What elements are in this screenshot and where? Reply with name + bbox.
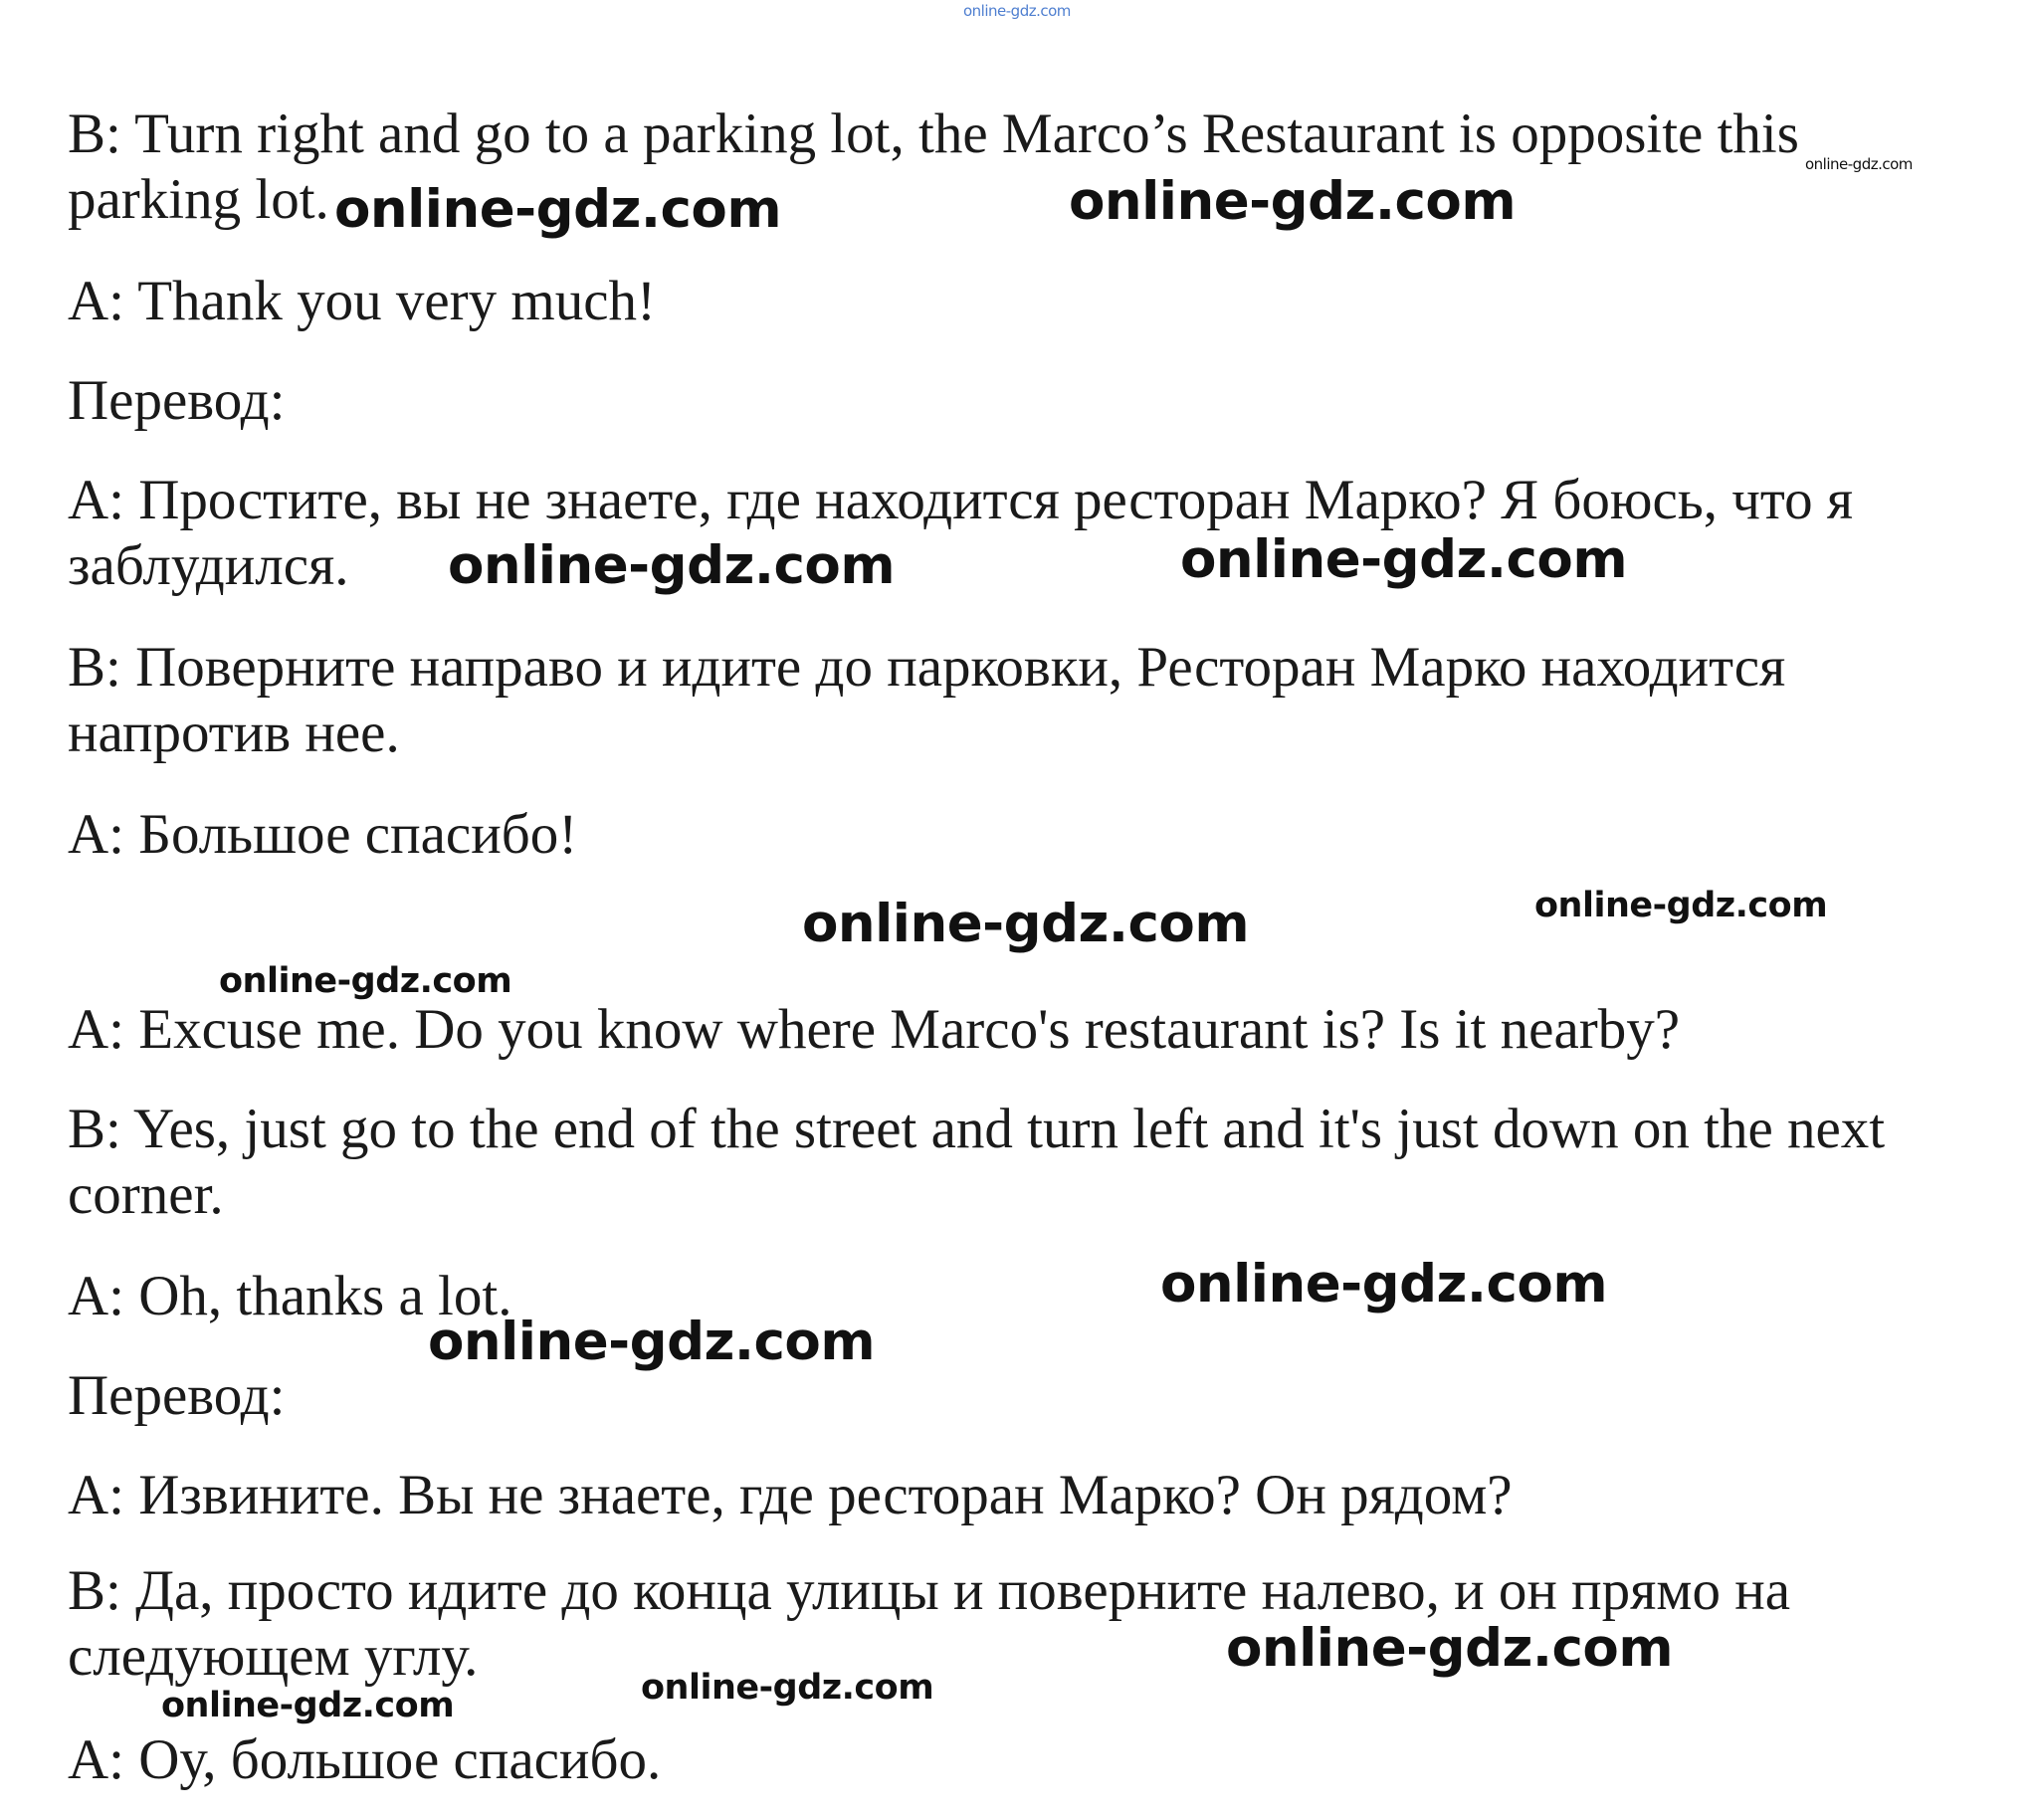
watermark-top: online-gdz.com <box>963 2 1071 20</box>
dialogue2-b-line: B: Yes, just go to the end of the street and turn left and it's just down on the next corner. <box>68 1098 1886 1226</box>
watermark: online-gdz.com <box>1069 171 1517 232</box>
dialogue2-translation-label: Перевод: <box>68 1364 286 1427</box>
dialogue2-a-thanks: A: Oh, thanks a lot. <box>68 1265 512 1327</box>
watermark: online-gdz.com <box>641 1668 934 1708</box>
dialogue2-ru-a-thanks: A: Оу, большое спасибо. <box>68 1728 662 1791</box>
dialogue1-ru-a-line: A: Простите, вы не знаете, где находится ресторан Марко? Я боюсь, что я заблудился. <box>68 469 1854 597</box>
watermark: online-gdz.com <box>219 961 512 1001</box>
watermark: online-gdz.com <box>1160 1254 1608 1314</box>
watermark: online-gdz.com <box>1534 886 1828 925</box>
watermark: online-gdz.com <box>334 179 782 240</box>
watermark: online-gdz.com <box>161 1686 455 1725</box>
watermark: online-gdz.com <box>1180 529 1628 590</box>
dialogue1-ru-a-thanks: A: Большое спасибо! <box>68 803 578 866</box>
dialogue2-ru-b-line: B: Да, просто идите до конца улицы и поверните налево, и он прямо на следующем углу. <box>68 1559 1791 1688</box>
dialogue1-b-line: B: Turn right and go to a parking lot, the Marco’s Restaurant is opposite this parking lot. <box>68 102 1799 231</box>
watermark: online-gdz.com <box>1805 155 1913 173</box>
dialogue1-ru-b-line: B: Поверните направо и идите до парковки, Ресторан Марко находится напротив нее. <box>68 636 1786 764</box>
dialogue2-a-line: A: Excuse me. Do you know where Marco's restaurant is? Is it nearby? <box>68 998 1681 1061</box>
watermark: online-gdz.com <box>448 535 896 596</box>
watermark: online-gdz.com <box>428 1312 876 1372</box>
watermark: online-gdz.com <box>802 894 1250 954</box>
dialogue1-a-thanks: A: Thank you very much! <box>68 270 656 332</box>
watermark: online-gdz.com <box>1226 1618 1674 1679</box>
dialogue2-ru-a-line: A: Извините. Вы не знаете, где ресторан Марко? Он рядом? <box>68 1464 1513 1526</box>
dialogue1-translation-label: Перевод: <box>68 369 286 432</box>
